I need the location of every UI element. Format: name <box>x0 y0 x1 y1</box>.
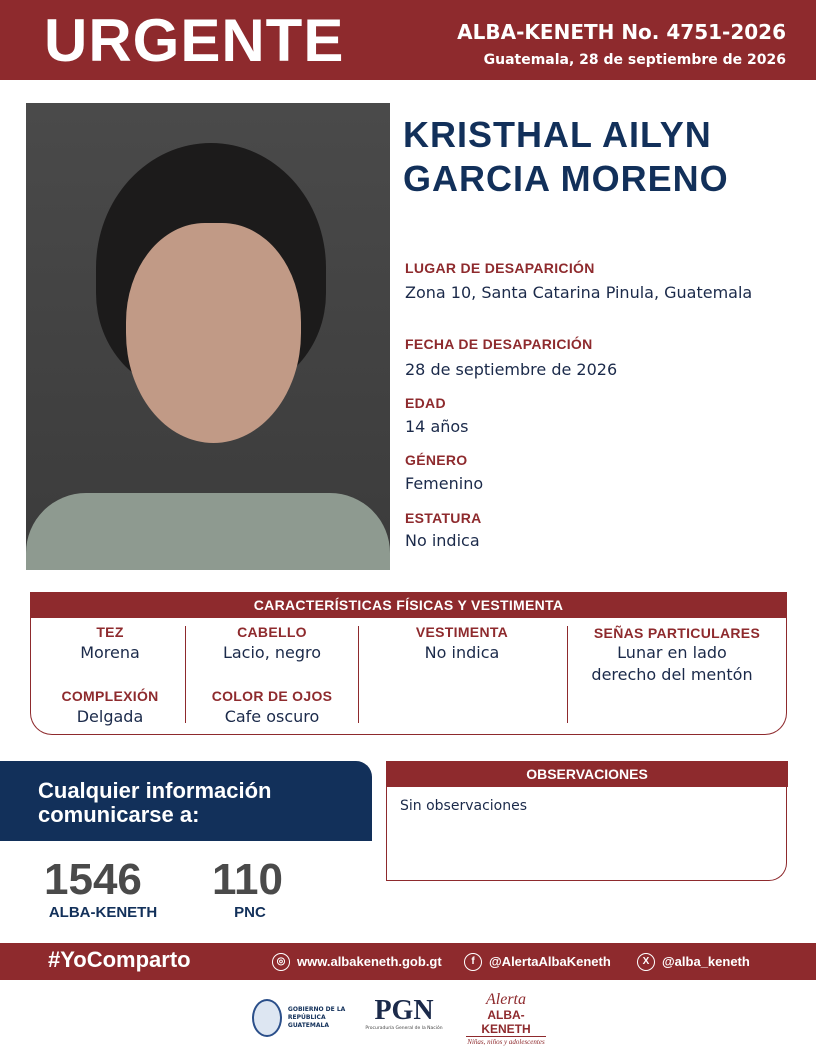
divider <box>567 626 568 723</box>
alerta-alba-keneth-logo <box>466 992 546 1044</box>
field-label-height: ESTATURA <box>405 510 482 526</box>
senas-value <box>572 642 772 686</box>
place-date: Guatemala, 28 de septiembre de 2026 <box>483 52 786 68</box>
phone-alba-keneth: 1546 <box>44 855 142 904</box>
x-text: @alba_keneth <box>662 954 750 969</box>
photo-sweater <box>26 493 390 570</box>
gobierno-guatemala-logo <box>252 996 362 1040</box>
ak-line2: ALBA-KENETH <box>466 1008 546 1037</box>
pgn-logo <box>364 996 444 1040</box>
hashtag: #YoComparto <box>48 947 191 972</box>
phone-pnc: 110 <box>212 855 283 904</box>
facebook-icon: f <box>464 953 482 971</box>
name-line2: GARCIA MORENO <box>403 158 729 199</box>
vestimenta-value: No indica <box>424 643 500 662</box>
name-line1: KRISTHAL AILYN <box>403 114 712 155</box>
x-link[interactable] <box>637 943 750 980</box>
phone-alba-keneth-label: ALBA-KENETH <box>48 904 158 921</box>
phone-pnc-label: PNC <box>234 904 266 921</box>
field-value-date: 28 de septiembre de 2026 <box>405 360 618 379</box>
contact-banner <box>0 761 372 841</box>
field-value-place: Zona 10, Santa Catarina Pinula, Guatemala <box>405 283 753 302</box>
senas-value-line1: Lunar en lado <box>617 643 727 662</box>
website-text: www.albakeneth.gob.gt <box>297 954 442 969</box>
header-banner <box>0 0 816 80</box>
pgn-subtitle: Procuraduría General de la Nación <box>365 1026 443 1031</box>
gov-line1: GOBIERNO DE LA REPÚBLICA <box>287 1006 346 1021</box>
ak-line3: Niñas, niños y adolescentes <box>467 1038 545 1046</box>
complexion-value: Delgada <box>76 707 144 726</box>
field-value-age: 14 años <box>405 417 469 436</box>
cabello-value: Lacio, negro <box>222 643 322 662</box>
photo-face <box>126 223 301 443</box>
field-value-gender: Femenino <box>405 474 484 493</box>
missing-person-photo <box>26 103 390 570</box>
field-label-place: LUGAR DE DESAPARICIÓN <box>405 260 595 276</box>
ojos-label: COLOR DE OJOS <box>211 688 333 704</box>
divider <box>185 626 186 723</box>
observations-text: Sin observaciones <box>400 798 528 814</box>
field-value-height: No indica <box>405 531 480 550</box>
globe-icon: ◎ <box>272 953 290 971</box>
ojos-value: Cafe oscuro <box>224 707 320 726</box>
complexion-label: COMPLEXIÓN <box>61 688 159 704</box>
gov-line2: GUATEMALA <box>287 1022 329 1029</box>
facebook-link[interactable] <box>464 943 611 980</box>
tez-value: Morena <box>80 643 140 662</box>
person-name <box>403 113 729 201</box>
website-link[interactable] <box>272 943 442 980</box>
field-label-date: FECHA DE DESAPARICIÓN <box>405 336 593 352</box>
case-number: ALBA-KENETH No. 4751-2026 <box>457 20 786 44</box>
field-label-gender: GÉNERO <box>405 452 468 468</box>
characteristics-title: CARACTERÍSTICAS FÍSICAS Y VESTIMENTA <box>30 592 787 618</box>
vestimenta-label: VESTIMENTA <box>415 624 509 640</box>
x-icon: X <box>637 953 655 971</box>
facebook-text: @AlertaAlbaKeneth <box>489 954 611 969</box>
observations-title: OBSERVACIONES <box>386 761 788 787</box>
ak-line1: Alerta <box>486 991 526 1008</box>
contact-line1: Cualquier información <box>38 778 272 803</box>
pgn-mark: PGN <box>374 995 434 1026</box>
divider <box>358 626 359 723</box>
senas-label: SEÑAS PARTICULARES <box>593 625 761 641</box>
tez-label: TEZ <box>96 624 124 640</box>
footer-bar <box>0 943 816 980</box>
logos-row <box>0 990 816 1050</box>
cabello-label: CABELLO <box>237 624 307 640</box>
guatemala-seal-icon <box>252 999 282 1037</box>
urgent-title: URGENTE <box>44 7 345 74</box>
contact-line2: comunicarse a: <box>38 802 200 827</box>
field-label-age: EDAD <box>405 395 446 411</box>
senas-value-line2: derecho del mentón <box>591 665 753 684</box>
